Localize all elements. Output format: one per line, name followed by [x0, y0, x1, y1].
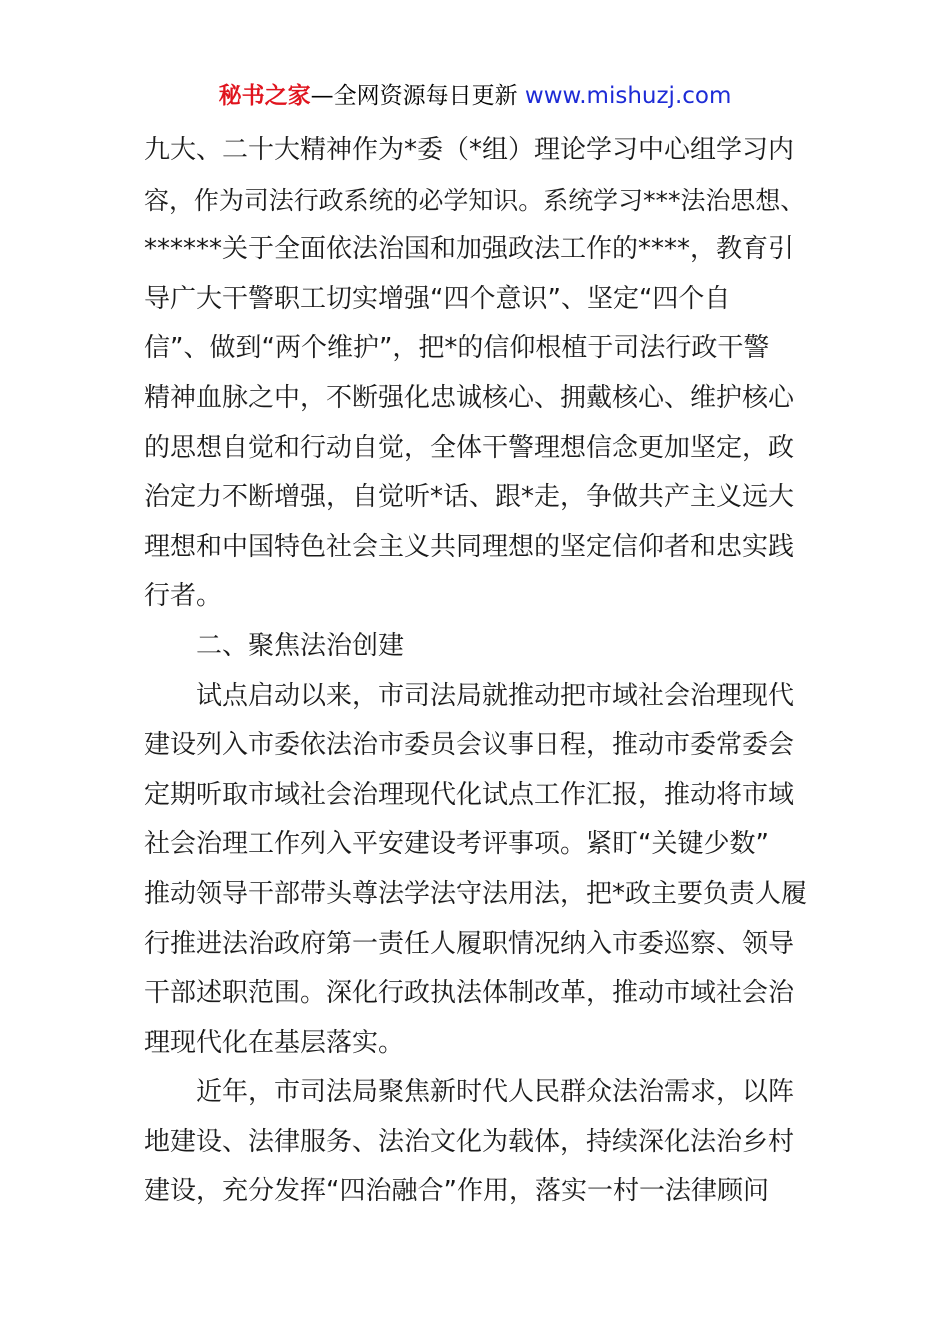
body-text-line: 建设，充分发挥“四治融合”作用，落实一村一法律顾问 — [144, 1176, 769, 1207]
body-text-line: 的思想自觉和行动自觉，全体干警理想信念更加坚定，政 — [144, 432, 795, 463]
body-text-line: 二、聚焦法治创建 — [196, 630, 405, 661]
body-text-line: ******关于全面依法治国和加强政法工作的****，教育引 — [144, 234, 795, 265]
body-text-line: 社会治理工作列入平安建设考评事项。紧盯“关键少数” — [144, 829, 769, 860]
body-text-line: 试点启动以来，市司法局就推动把市域社会治理现代 — [196, 680, 795, 711]
body-text-line: 地建设、法律服务、法治文化为载体，持续深化法治乡村 — [144, 1126, 795, 1157]
site-url[interactable]: www.mishuzj.com — [524, 83, 732, 109]
brand-name: 秘书之家 — [218, 83, 311, 109]
document-body — [144, 126, 809, 1217]
body-text-line: 导广大干警职工切实增强“四个意识”、坚定“四个自 — [144, 283, 731, 314]
body-text-line: 理现代化在基层落实。 — [144, 1027, 405, 1058]
body-text-line: 行者。 — [144, 581, 223, 612]
header-tagline: —全网资源每日更新 — [310, 83, 518, 109]
body-text-line: 推动领导干部带头尊法学法守法用法，把*政主要负责人履 — [144, 878, 808, 909]
body-text-line: 理想和中国特色社会主义共同理想的坚定信仰者和忠实践 — [144, 531, 795, 562]
body-text-line: 行推进法治政府第一责任人履职情况纳入市委巡察、领导 — [144, 928, 795, 959]
body-text-line: 精神血脉之中，不断强化忠诚核心、拥戴核心、维护核心 — [144, 382, 795, 413]
body-text-line: 建设列入市委依法治市委员会议事日程，推动市委常委会 — [144, 730, 795, 761]
body-text-line: 定期听取市域社会治理现代化试点工作汇报，推动将市域 — [144, 779, 795, 810]
body-text-line: 干部述职范围。深化行政执法体制改革，推动市域社会治 — [144, 978, 795, 1009]
page-header — [0, 80, 950, 112]
body-text-line: 容，作为司法行政系统的必学知识。系统学习***法治思想、 — [144, 185, 806, 215]
body-text-line: 九大、二十大精神作为*委（*组）理论学习中心组学习内 — [144, 135, 795, 165]
body-text-line: 近年，市司法局聚焦新时代人民群众法治需求，以阵 — [196, 1077, 795, 1108]
body-text-line: 治定力不断增强，自觉听*话、跟*走，争做共产主义远大 — [144, 482, 795, 513]
body-text-line: 信”、做到“两个维护”，把*的信仰根植于司法行政干警 — [144, 333, 770, 364]
